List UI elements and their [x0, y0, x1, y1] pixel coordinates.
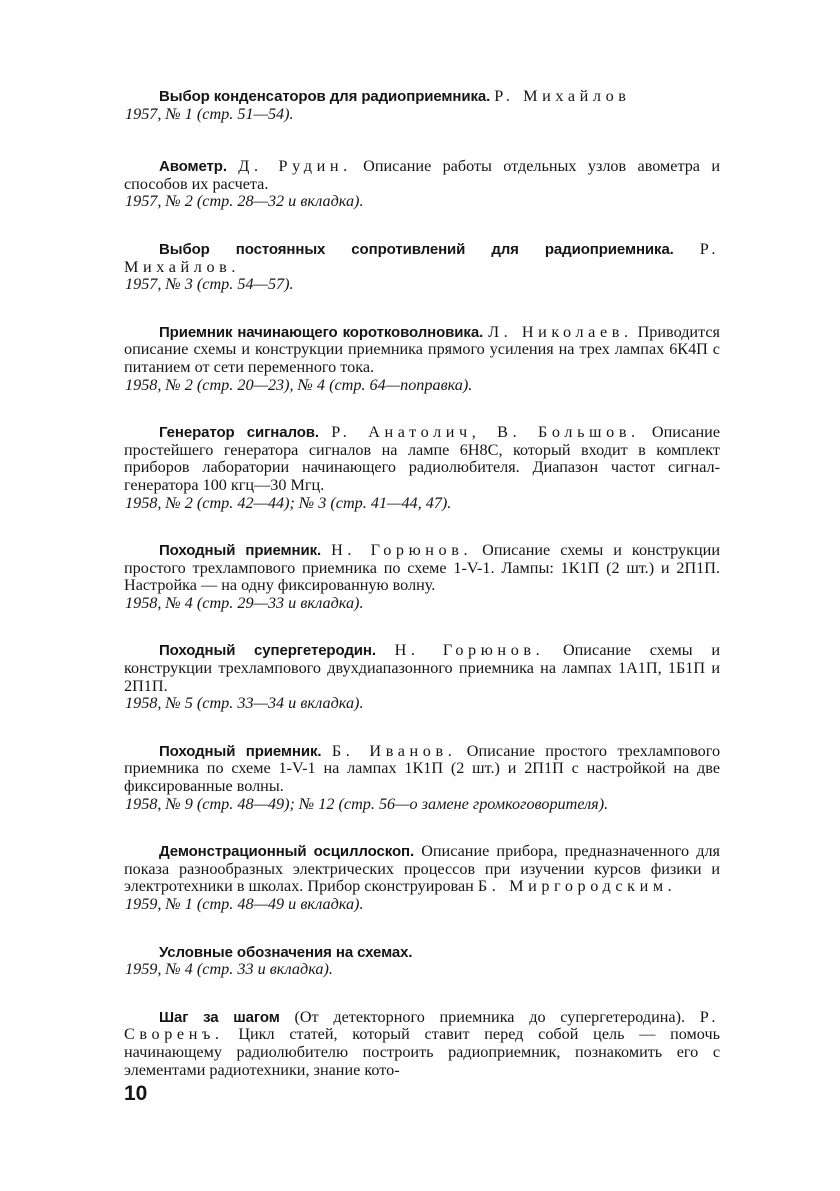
entry-description: Описание работы отдельных узлов авометра и способов их расчета. [124, 157, 720, 193]
entry-author: Д. Рудин. [238, 157, 352, 176]
entry-reference: 1957, № 2 (стр. 28—32 и вкладка). [125, 192, 364, 211]
entry-title: Походный супергетеродин. [159, 642, 376, 660]
entry-author: Н. Горюнов. [394, 641, 545, 660]
entry-reference: 1959, № 1 (стр. 48—49 и вкладка). [125, 895, 364, 913]
bibliography-entry [124, 944, 720, 979]
bibliography-entry [124, 88, 720, 123]
entry-reference: 1958, № 9 (стр. 48—49); № 12 (стр. 56—о замене громкоговорителя). [125, 794, 609, 813]
entry-reference: 1958, № 2 (стр. 42—44); № 3 (стр. 41—44, 47). [125, 493, 452, 512]
entry-title: Авометр. [159, 158, 227, 176]
bibliography-entry [124, 1009, 720, 1079]
entry-author: Р. Михайлов. [124, 239, 721, 276]
entry-author: Р. Михайлов [494, 87, 631, 105]
bibliography-entry [124, 424, 720, 512]
entry-title: Демонстрационный осциллоскоп. [159, 843, 415, 861]
bibliography-entry [124, 241, 720, 294]
entry-author: Б. Иванов. [331, 741, 457, 760]
entry-title: Генератор сигналов. [159, 424, 319, 442]
entry-description: Приводится описание схемы и конструкции приемника прямого усиления на трех лампах 6К4П с питанием от сети переменного тока. [124, 322, 721, 376]
entry-title: Походный приемник. [159, 742, 322, 760]
entry-reference: 1958, № 5 (стр. 33—34 и вкладка). [125, 694, 364, 713]
bibliography-page [124, 88, 720, 1079]
bibliography-entry [124, 158, 720, 211]
bibliography-entry [124, 743, 720, 813]
entry-title: Условные обозначения на схемах. [159, 943, 413, 961]
bibliography-entry [124, 324, 720, 394]
entry-title: Выбор конденсаторов для радиоприемника. [159, 88, 491, 105]
entry-reference: 1957, № 1 (стр. 51—54). [125, 104, 294, 123]
entry-reference: 1958, № 2 (стр. 20—23), № 4 (стр. 64—поправка). [125, 375, 473, 394]
entry-description-continued: Цикл статей, который ставит перед собой цель — помочь начинающему радиолюбителю построить радиоприемник, познакомить его с элементами радиотехники, знание кото- [124, 1025, 720, 1079]
entry-description: Описание прибора, предназначенного для показа разнообразных электрических процессов при изучении курсов физики и электротехники в школах. Прибор сконструирован [124, 842, 721, 896]
entry-author: Р. Анатолич, В. Большов. [331, 423, 640, 442]
entry-title: Шаг за шагом [159, 1008, 280, 1026]
entry-author: Л. Николаев. [488, 322, 633, 341]
entry-description: (От детекторного приемника до супергетеродина). [294, 1007, 686, 1026]
page-number: 10 [124, 1082, 148, 1105]
entry-reference: 1957, № 3 (стр. 54—57). [125, 275, 294, 294]
entry-description: Описание схемы и конструкции простого трехлампового приемника по схеме 1-V-1. Лампы: 1К1П (2 шт.) и 2П1П. Настройка — на одну фиксированную волну. [124, 541, 720, 595]
entry-author: Р. Своренъ. [124, 1007, 721, 1044]
entry-author: Б. Миргородским. [477, 877, 677, 896]
bibliography-entry [124, 542, 720, 612]
entry-title: Походный приемник. [159, 542, 322, 560]
bibliography-entry [124, 843, 720, 913]
entry-author: Н. Горюнов. [331, 541, 473, 560]
entry-description: Описание простого трехлампового приемника по схеме 1-V-1 на лампах 1К1П (2 шт.) и 2П1П с настройкой на две фиксированные волны. [124, 741, 721, 796]
entry-title: Выбор постоянных сопротивлений для радиоприемника. [159, 240, 674, 258]
entry-description: Описание простейшего генератора сигналов на лампе 6Н8С, который входит в комплект приборов лаборатории начинающего радиолюбителя. Диапазон частот сигнал-генератора 100 кгц—30 Мгц. [124, 423, 721, 494]
entry-title: Приемник начинающего коротковолновика. [159, 323, 484, 341]
entry-reference: 1958, № 4 (стр. 29—33 и вкладка). [125, 593, 364, 612]
entry-description: Описание схемы и конструкции трехлампового двухдиапазонного приемника на лампах 1А1П, 1Б1П и 2П1П. [124, 641, 721, 695]
entry-reference: 1959, № 4 (стр. 33 и вкладка). [125, 960, 333, 979]
bibliography-entry [124, 642, 720, 712]
